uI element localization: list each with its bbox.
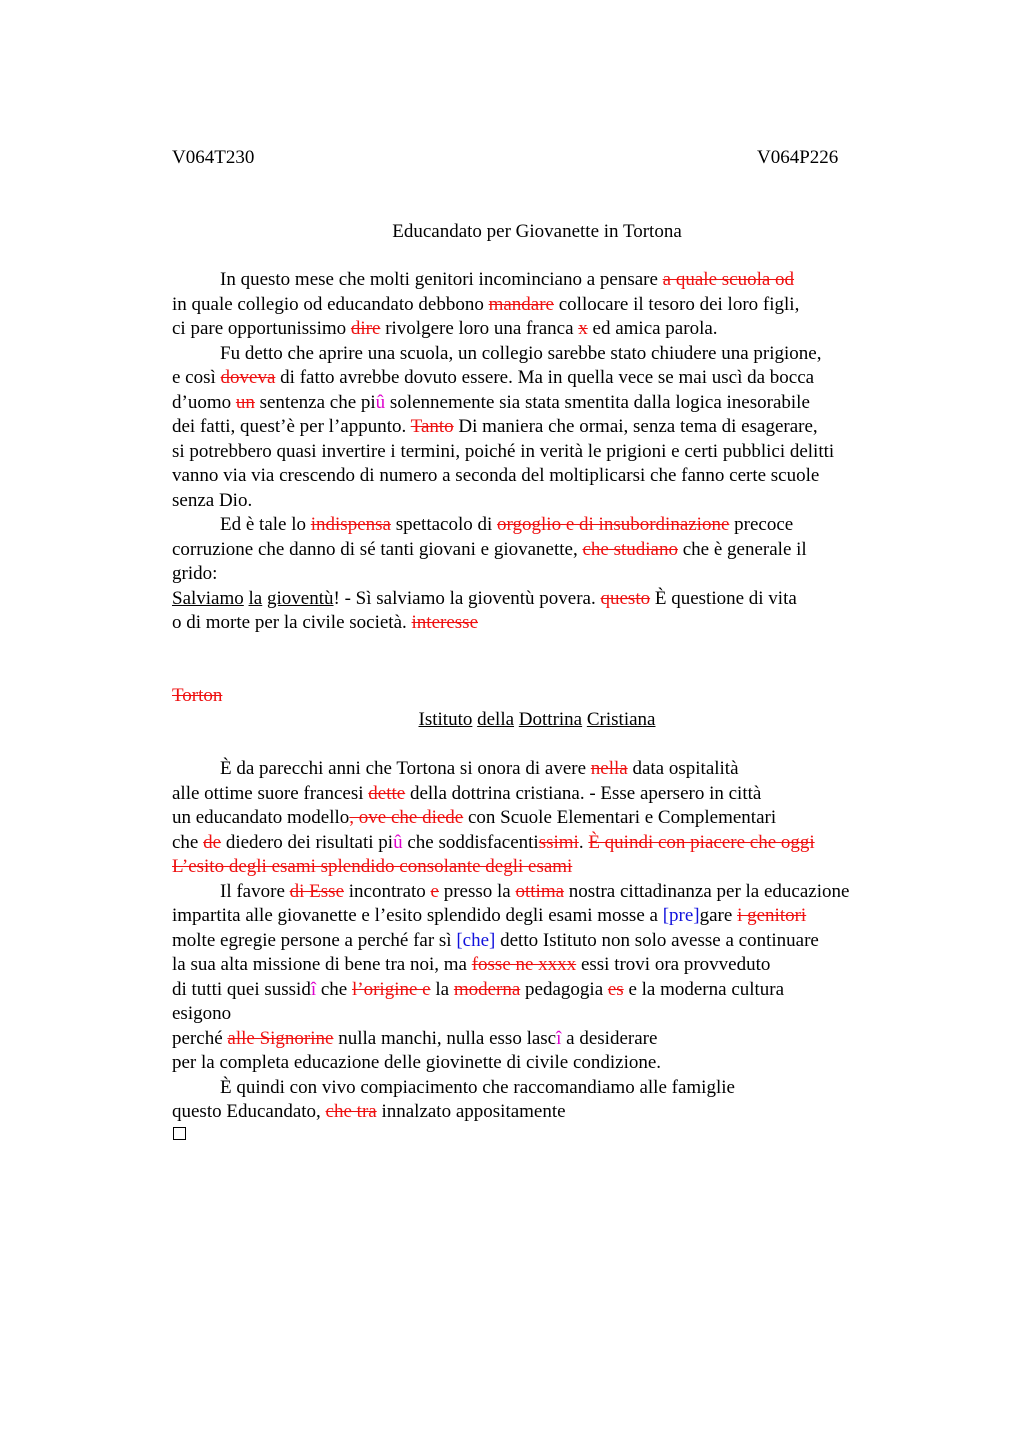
- title-word: Istituto: [418, 709, 473, 730]
- text-segment: impartita alle giovanette e l’esito splendido degli esami mosse a: [172, 905, 663, 926]
- editorial-insert: [: [662, 905, 670, 926]
- deleted-text: l’origine e: [351, 978, 431, 1000]
- text-segment: gare: [699, 905, 738, 926]
- text-segment: È questione di vita: [650, 587, 797, 609]
- editorial-insert: che: [462, 929, 490, 951]
- text-segment: nostra cittadinanza per la educazione: [564, 880, 850, 902]
- deleted-text: che tra: [325, 1101, 377, 1122]
- text-segment: grido:: [172, 563, 218, 584]
- deleted-text: doveva: [220, 367, 276, 388]
- deleted-text: indispensa: [310, 514, 391, 535]
- text-segment: con Scuole Elementari e Complementari: [463, 807, 777, 828]
- underlined-text: gioventù: [267, 587, 334, 609]
- text-line: [172, 587, 932, 612]
- text-segment: .: [578, 831, 589, 853]
- text-segment: in quale collegio od educandato debbono: [172, 293, 489, 315]
- text-segment: questo Educandato,: [172, 1101, 326, 1122]
- text-segment: per la completa educazione delle giovinette di civile condizione.: [172, 1052, 662, 1073]
- title-word: della: [477, 709, 515, 730]
- deleted-text: fosse ne xxxx: [471, 954, 577, 975]
- accent-char: î: [310, 978, 317, 1000]
- text-segment: d’uomo: [172, 391, 236, 413]
- text-segment: ! - Sì salviamo la gioventù povera.: [333, 587, 601, 609]
- text-segment: un educandato modello: [172, 807, 350, 828]
- deleted-text: dire: [350, 318, 381, 339]
- text-segment: esigono: [172, 1003, 232, 1024]
- text-segment: ci pare opportunissimo: [172, 318, 351, 339]
- text-line: [172, 953, 932, 978]
- text-segment: si potrebbero quasi invertire i termini, poiché in verità le prigioni e certi pubblici delitti: [172, 440, 835, 462]
- header-left-code: V064T230: [172, 147, 255, 168]
- text-segment: essi trovi ora provveduto: [576, 954, 771, 975]
- deleted-text: i genitori: [737, 905, 807, 926]
- text-line: [172, 806, 932, 831]
- text-segment: la sua alta missione di bene tra noi, ma: [172, 954, 472, 975]
- deleted-text: x: [578, 318, 588, 339]
- text-segment: che: [172, 831, 204, 853]
- editorial-insert: pre: [669, 905, 694, 926]
- deleted-text: mandare: [488, 293, 554, 315]
- deleted-text: Tanto: [410, 416, 454, 437]
- section2-title: [172, 708, 902, 732]
- underlined-text: la: [248, 587, 263, 609]
- deleted-text: es: [607, 978, 624, 1000]
- deleted-text: di Esse: [289, 880, 344, 902]
- accent-char: û: [393, 831, 403, 853]
- deleted-text: , ove che diede: [349, 807, 464, 828]
- text-segment: innalzato appositamente: [376, 1101, 566, 1122]
- text-segment: che è generale il: [677, 538, 807, 560]
- deleted-text: de: [203, 831, 222, 853]
- text-line: [172, 562, 932, 587]
- deleted-text: orgoglio e di insubordinazione: [497, 514, 730, 535]
- text-segment: pedagogia: [520, 978, 608, 1000]
- deleted-text: dette: [368, 782, 406, 804]
- deleted-text: L’esito degli esami splendido consolante degli esami: [172, 856, 573, 877]
- editorial-insert: ]: [489, 929, 496, 951]
- text-segment: che: [316, 978, 352, 1000]
- text-segment: diedero dei risultati pi: [221, 831, 394, 853]
- editorial-insert: [: [456, 929, 463, 951]
- text-segment: senza Dio.: [172, 489, 253, 511]
- deleted-text: e: [430, 880, 439, 902]
- text-segment: presso la: [438, 880, 516, 902]
- empty-box-icon: [173, 1127, 186, 1140]
- text-segment: di fatto avrebbe dovuto essere. Ma in quella vece se mai uscì da bocca: [275, 367, 815, 388]
- text-line: [172, 293, 932, 318]
- editorial-insert: ]: [693, 905, 700, 926]
- text-line: [172, 415, 932, 440]
- section2-body: [172, 757, 932, 1125]
- title-word: Cristiana: [586, 709, 656, 730]
- text-segment: È da parecchi anni che Tortona si onora di avere: [220, 758, 591, 779]
- text-segment: detto Istituto non solo avesse a continuare: [495, 929, 819, 951]
- text-segment: e così: [172, 367, 221, 388]
- text-line: [172, 1076, 932, 1101]
- text-line: [172, 391, 932, 416]
- text-segment: e la moderna cultura: [623, 978, 785, 1000]
- text-line: [172, 757, 932, 782]
- section1-title: Educandato per Giovanette in Tortona: [392, 221, 682, 242]
- text-segment: o di morte per la civile società.: [172, 612, 412, 633]
- text-line: [172, 929, 932, 954]
- text-segment: vanno via via crescendo di numero a seconda del moltiplicarsi che fanno certe scuole: [172, 465, 820, 486]
- text-segment: alle ottime suore francesi: [172, 782, 369, 804]
- underlined-text: Salviamo: [172, 587, 244, 609]
- text-line: [172, 317, 932, 342]
- text-line: [172, 489, 932, 514]
- deleted-heading: Torton: [172, 685, 223, 706]
- text-segment: della dottrina cristiana. - Esse apersero in città: [405, 782, 762, 804]
- text-segment: molte egregie persone a perché far sì: [172, 929, 457, 951]
- text-segment: corruzione che danno di sé tanti giovani e giovanette,: [172, 538, 583, 560]
- deleted-text: un: [235, 391, 255, 413]
- text-line: [172, 978, 932, 1003]
- text-segment: che soddisfacenti: [402, 831, 539, 853]
- text-segment: ed amica parola.: [587, 318, 718, 339]
- text-segment: sentenza che pi: [254, 391, 376, 413]
- text-segment: In questo mese che molti genitori incominciano a pensare: [220, 269, 663, 290]
- accent-char: û: [375, 391, 386, 413]
- text-segment: a desiderare: [561, 1027, 658, 1049]
- text-segment: spettacolo di: [390, 514, 498, 535]
- text-line: [172, 268, 932, 293]
- text-line: [172, 1100, 932, 1125]
- text-line: [172, 1027, 932, 1052]
- text-line: [172, 464, 932, 489]
- text-segment: incontrato: [344, 880, 431, 902]
- deleted-text: alle Signorine: [227, 1027, 334, 1049]
- text-segment: data ospitalità: [627, 758, 739, 779]
- text-line: [172, 538, 932, 563]
- accent-char: î: [556, 1027, 562, 1049]
- text-line: [172, 831, 932, 856]
- title-word: Dottrina: [518, 709, 583, 730]
- text-line: [172, 782, 932, 807]
- text-line: [172, 855, 932, 880]
- text-line: [172, 904, 932, 929]
- text-segment: Il favore: [220, 880, 290, 902]
- text-segment: precoce: [729, 514, 794, 535]
- text-segment: nulla manchi, nulla esso lasc: [333, 1027, 557, 1049]
- text-segment: solennemente sia stata smentita dalla logica inesorabile: [385, 391, 810, 413]
- text-line: [172, 880, 932, 905]
- section1-body: [172, 268, 932, 636]
- text-line: [172, 366, 932, 391]
- text-line: [172, 1002, 932, 1027]
- deleted-text: a quale scuola od: [662, 269, 795, 290]
- deleted-text: che studiano: [582, 538, 678, 560]
- text-line: [172, 611, 932, 636]
- text-segment: collocare il tesoro dei loro figli,: [553, 293, 800, 315]
- deleted-text: moderna: [453, 978, 521, 1000]
- deleted-text: questo: [600, 587, 651, 609]
- deleted-text: interesse: [411, 612, 479, 633]
- text-line: [172, 342, 932, 367]
- text-segment: Fu detto che aprire una scuola, un collegio sarebbe stato chiudere una prigione,: [220, 342, 822, 364]
- text-segment: perché: [172, 1027, 228, 1049]
- text-line: [172, 1051, 932, 1076]
- deleted-text: ssimi: [538, 831, 579, 853]
- text-segment: di tutti quei sussid: [172, 978, 311, 1000]
- text-segment: Ed è tale lo: [220, 514, 311, 535]
- text-segment: È quindi con vivo compiacimento che raccomandiamo alle famiglie: [220, 1076, 735, 1098]
- header-right-code: V064P226: [757, 147, 839, 168]
- deleted-text: ottima: [515, 880, 565, 902]
- text-segment: dei fatti, quest’è per l’appunto.: [172, 416, 411, 437]
- text-segment: Di maniera che ormai, senza tema di esagerare,: [453, 416, 818, 437]
- text-segment: rivolgere loro una franca: [380, 318, 579, 339]
- deleted-text: È quindi con piacere che oggi: [588, 831, 815, 853]
- text-segment: la: [430, 978, 454, 1000]
- text-line: [172, 440, 932, 465]
- text-line: [172, 513, 932, 538]
- deleted-text: nella: [590, 758, 628, 779]
